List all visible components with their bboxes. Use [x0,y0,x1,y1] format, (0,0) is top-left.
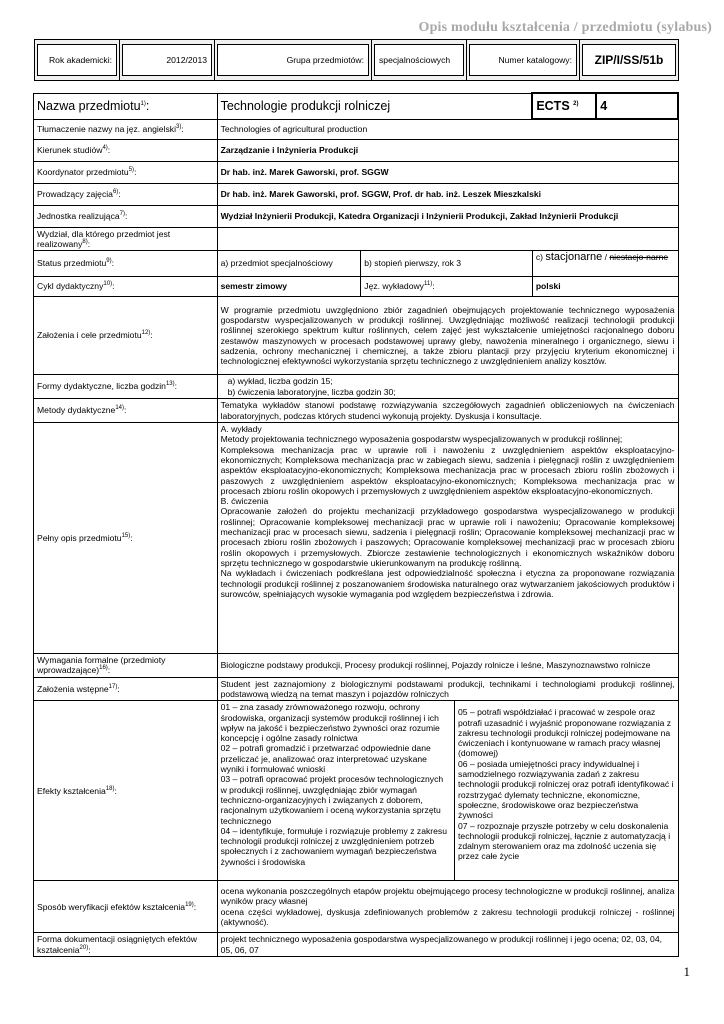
jezyk-value: polski [532,277,678,297]
nazwa-value: Technologie produkcji rolniczej [217,93,532,119]
top-info-table [34,39,679,81]
efekt-item: 05 – potrafi współdziałać i pracować w zespole oraz potrafi uzasadnić i wyjaśnić proponowane rozwiązania z zakresu technologii produkcji rolniczej podejmowane na ćwiczeniach i kontynuowane w ramach pracy własnej (domowej) [458,707,672,759]
metody-value: Tematyka wykładów stanowi podstawę rozwiązywania szczegółowych zagadnień obliczeniowych na ćwiczeniach laboratoryjnych, podczas których studenci wykonują projekty. Dyskusja i konsultacje. [217,399,678,423]
efekty-label-cell: Efekty kształcenia$^{18)}$: [34,701,218,881]
wym-label-cell: Wymagania formalne (przedmioty wprowadzające)$^{16)}$: [34,654,218,678]
efekt-item: 02 – potrafi gromadzić i przetwarzać odpowiednie dane przeliczać je, analizować oraz interpretować uzyskane wyniki i formułować wnioski [220,743,431,775]
wym-value: Biologiczne podstawy produkcji, Procesy produkcji roślinnej, Pojazdy rolnicze i leśne, Maszynoznawstwo rolnicze [217,654,678,678]
kier-value: Zarządzanie i Inżynieria Produkcji [217,139,678,161]
prow-label-cell: Prowadzący zajęcia$^{6)}$: [34,183,218,205]
sposob-line: ocena części wykładowej, dyskusja zdefiniowanych problemów z zakresu technologii produkcji rolniczej - roślinnej (aktywność). [220,906,675,928]
sposob-line: ocena wykonania poszczególnych etapów projektu obejmującego procesy technologiczne w produkcji roślinnej, analiza wyników pracy własnej [220,886,675,907]
status-stacjonarne: stacjonarne [545,251,603,264]
pelny-line: Opracowanie założeń do projektu mechanizacji przykładowego gospodarstwa wyspecjalizowanego w produkcji roślinnej; Opracowanie kompleksowej mechanizacji prac w uprawie roli i nawożeniu; Opracowanie kompleksowej mechanizacji prac w procesach siewu, sadzenia i pielęgnacji roślin; Opracowanie kompleksowej mechanizacji prac w procesach zbioru roślin zbożowych i paszowych; Opracowanie kompleksowej mechanizacji prac w procesach zbioru roślin okopowych i przemysłowych. Zbiorcze zestawienie technologicznych i ekonomicznych wskaźników doboru sprzętu technicznego w gospodarstwie ukierunkowanym na produkcję roślinną. [220,506,675,568]
formy-b: b) ćwiczenia laboratoryjne, liczba godzin 30; [227,386,396,397]
efekt-item: 03 – potrafi opracować projekt procesów technologicznych w produkcji roślinnej, uwzględniając zbiór wymagań techniczno-organizacyjnych i związanych z doborem, racjonalnym użytkowaniem i oceną wykorzystania sprzętu technicznego [220,774,444,826]
forma-label-cell: Forma dokumentacji osiągniętych efektów kształcenia$^{20)}$: [34,933,218,957]
page-number: 1 [683,964,690,979]
kier-label-cell: Kierunek studiów$^{4)}$: [34,139,218,161]
efekt-item: 04 – identyfikuje, formułuje i rozwiązuje problemy z zakresu technologii produkcji rolniczej z uwzględnieniem potrzeb społecznych i z zachowaniem wymagań bezpieczeństwa żywności i środowiska [220,825,447,867]
efekty-left [217,701,454,881]
rok-value: 2012/2013 [122,44,212,76]
wydz-value [217,227,678,251]
sposob-value [217,881,678,933]
pelny-value [217,423,678,654]
ects-label-cell: ECTS $^{2)}$ [532,93,596,119]
numer-label: Numer katalogowy: [469,44,577,76]
cykl-value: semestr zimowy [217,277,361,297]
pelny-line: Na wykładach i ćwiczeniach podkreślana jest odpowiedzialność społeczna i etyczna za proponowane rozwiązania technologii produkcji roślinnej z poszanowaniem środowiska naturalnego oraz wytwarzaniem jakościowych produktów i surowców, spełniających wysokie wymagania pod względem bezpieczeństwa i zdrowia. [220,568,675,599]
rok-label: Rok akademicki: [37,44,117,76]
status-niestacjonarne: niestacjo-narne [609,252,669,263]
nazwa-label-cell: Nazwa przedmiotu$^{1)}$: [34,93,218,119]
grupa-value: specjalnościowych [374,44,464,76]
status-a: a) przedmiot specjalnościowy [217,251,361,277]
status-label-cell: Status przedmiotu$^{9)}$: [34,251,218,277]
grupa-label: Grupa przedmiotów: [217,44,369,76]
zalw-label-cell: Założenia wstępne$^{17)}$: [34,677,218,701]
tlum-value: Technologies of agricultural production [217,119,678,139]
metody-label-cell: Metody dydaktyczne$^{14)}$: [34,399,218,423]
formy-a: a) wykład, liczba godzin 15; [227,376,333,387]
formy-label-cell: Formy dydaktyczne, liczba godzin$^{13)}$: [34,375,218,399]
zal-label-cell: Założenia i cele przedmiotu$^{12)}$: [34,297,218,375]
efekt-item: 01 – zna zasady zrównoważonego rozwoju, ochrony środowiska, organizacji systemów produkcji roślinnej i ich wpływ na jakość i bezpieczeństwo żywności oraz rozumie koncepcję i ogólne zasady rolnictwa [220,702,440,744]
status-c: c) stacjonarne / niestacjo-narne [532,251,678,277]
efekty-right [455,701,678,881]
efekt-item: 07 – rozpoznaje przyszłe potrzeby w celu doskonalenia technologii produkcji rolniczej, łącznie z automatyzacją i zdalnym sterowaniem oraz ma zdolność uczenia się przez całe życie [458,820,671,862]
pelny-line: Metody projektowania technicznego wyposażenia gospodarstw wyspecjalizowanych w produkcji roślinnej; [220,434,623,445]
pelny-line: B. ćwiczenia [220,496,269,507]
ects-label: ECTS [536,98,570,113]
status-b: b) stopień pierwszy, rok 3 [361,251,533,277]
nazwa-label: Nazwa przedmiotu [37,98,141,113]
sposob-label-cell: Sposób weryfikacji efektów kształcenia$^{19)}$: [34,881,218,933]
syllabus-table [33,92,679,957]
tlum-label-cell: Tłumaczenie nazwy na jęz. angielski$^{3)}$: [34,119,218,139]
pelny-line: A. wykłady [220,424,262,435]
forma-value: projekt technicznego wyposażenia gospodarstwa wyspecjalizowanego w produkcji roślinnej i jego ocena; 02, 03, 04, 05, 06, 07 [217,933,678,957]
formy-value [217,375,678,399]
wydz-label-cell: Wydział, dla którego przedmiot jest realizowany$^{8)}$: [34,227,218,251]
pelny-line: Kompleksowa mechanizacja prac w uprawie roli i nawożeniu z uwzględnieniem aspektów eksploatacyjno-ekonomicznych; Kompleksowa mechanizacja prac w zabiegach siewu, sadzenia i pielęgnacji roślin z uwzględnieniem aspektów eksploatacyjno-ekonomicznych; Kompleksowa mechanizacja prac w procesach zbioru roślin zbożowych i paszowych z uwzględnieniem aspektów eksploatacyjno-ekonomicznych; Kompleksowa mechanizacja prac w procesach zbioru roślin okopowych i przemysłowych z uwzględnieniem aspektów eksploatacyjno-ekonomicznych. [220,444,675,496]
koord-label-cell: Koordynator przedmiotu$^{5)}$: [34,161,218,183]
pelny-label-cell: Pełny opis przedmiotu$^{15)}$: [34,423,218,654]
jedn-value: Wydział Inżynierii Produkcji, Katedra Organizacji i Inżynierii Produkcji, Zakład Inżynierii Produkcji [217,205,678,227]
efekt-item: 06 – posiada umiejętności pracy indywidualnej i samodzielnego rozwiązywania zadań z zakresu technologii produkcji rolniczej oraz potrafi identyfikować i rozstrzygać dylematy techniczne, ekonomiczne, społeczne, środowiskowe oraz bezpieczeństwa żywności [458,758,674,821]
page-header: Opis modułu kształcenia / przedmiotu (sylabus) [418,20,712,35]
cykl-label-cell: Cykl dydaktyczny$^{10)}$: [34,277,218,297]
prow-value: Dr hab. inż. Marek Gaworski, prof. SGGW, Prof. dr hab. inż. Leszek Mieszkalski [217,183,678,205]
zalw-value: Student jest zaznajomiony z biologicznymi podstawami produkcji, technikami i technologiami produkcji roślinnej, podstawową wiedzą na temat maszyn i pojazdów rolniczych [217,677,678,701]
jezyk-label-cell: Jęz. wykładowy$^{11)}$: [361,277,533,297]
koord-value: Dr hab. inż. Marek Gaworski, prof. SGGW [217,161,678,183]
jedn-label-cell: Jednostka realizująca$^{7)}$: [34,205,218,227]
zal-value: W programie przedmiotu uwzględniono zbiór zagadnień obejmujących projektowanie technicznego wyposażenia gospodarstw wyspecjalizowanych w produkcji roślinnej. Uwzględniając możliwość realizacji technologii produkcji roślinnej szerokiego spektrum kultur roślinnych, celem zajęć jest wykształcenie umiejętności racjonalnego doboru zestawów maszynowych w procesach podstawowej uprawy gleby, nawożenia mineralnego i organicznego, siewu i sadzenia, ochrony mechanicznej i chemicznej, a także zbioru plantacji przy przyjęciu kryterium ekonomicznej i technologicznej efektywności wykorzystania sprzętu technicznego z uwzględnieniem analizy kosztów. [217,297,678,375]
numer-value: ZIP/I/SS/51b [582,44,676,76]
ects-value: 4 [596,93,678,119]
